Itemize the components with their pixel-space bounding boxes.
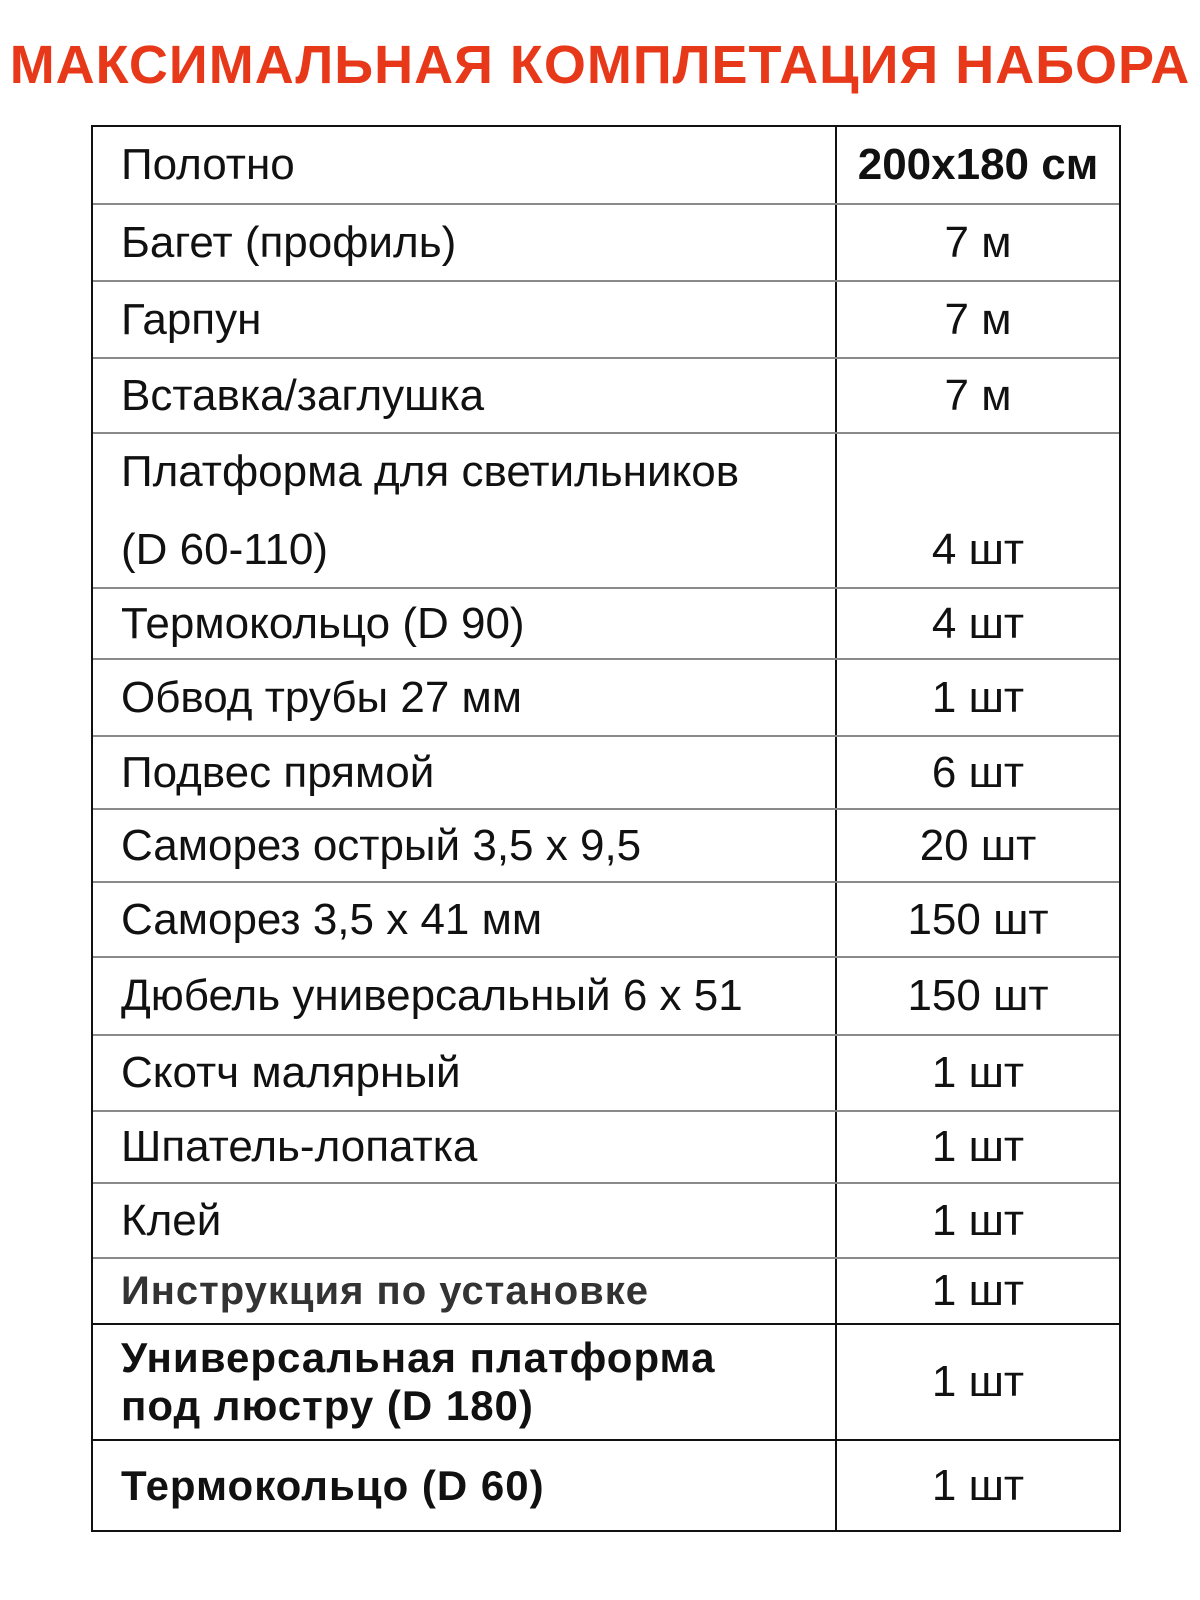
table-row [93,1323,1119,1439]
item-name: Скотч малярный [93,1036,837,1110]
table-row [93,956,1119,1034]
table-row [93,881,1119,956]
item-quantity: 1 шт [931,1460,1025,1510]
item-name: Инструкция по установке [93,1259,837,1323]
item-quantity: 1 шт [931,1195,1025,1245]
table-row [93,1182,1119,1257]
item-name: Термокольцо (D 90) [93,589,837,658]
table-row [93,203,1119,280]
item-name: Полотно [93,127,837,203]
kit-contents-table [91,125,1121,1532]
item-name [93,434,837,587]
item-quantity: 150 шт [907,971,1049,1020]
item-name: Обвод трубы 27 мм [93,660,837,735]
item-name-line: (D 60-110) [121,524,329,574]
item-quantity: 7 м [944,370,1012,420]
table-row [93,1034,1119,1110]
table-row [93,357,1119,432]
item-name: Дюбель универсальный 6 х 51 [93,958,837,1034]
item-name-line: под люстру (D 180) [121,1382,534,1429]
item-name: Саморез острый 3,5 х 9,5 [93,810,837,881]
item-quantity: 1 шт [931,672,1025,722]
item-quantity: 1 шт [931,1048,1025,1097]
item-quantity: 7 м [944,217,1012,267]
item-quantity: 4 шт [931,525,1025,574]
item-quantity: 200x180 см [857,140,1099,189]
table-row [93,1439,1119,1530]
item-quantity: 4 шт [931,598,1025,648]
item-quantity: 1 шт [931,1266,1025,1315]
table-row [93,735,1119,808]
item-name [93,1325,837,1439]
page-title: МАКСИМАЛЬНАЯ КОМПЛЕТАЦИЯ НАБОРА [9,35,1191,95]
table-row [93,432,1119,587]
item-name: Шпатель-лопатка [93,1112,837,1182]
item-name-line: Платформа для светильников [121,446,740,496]
item-quantity: 1 шт [931,1357,1025,1406]
table-row [93,587,1119,658]
item-quantity: 20 шт [919,820,1037,870]
item-name: Подвес прямой [93,737,837,808]
item-quantity: 7 м [944,294,1012,344]
item-name: Термокольцо (D 60) [93,1441,837,1530]
item-quantity: 1 шт [931,1122,1025,1171]
item-name: Багет (профиль) [93,205,837,280]
item-quantity: 6 шт [931,747,1025,797]
item-name-line: Универсальная платформа [121,1334,716,1381]
item-name: Гарпун [93,282,837,357]
table-row [93,1257,1119,1323]
table-row [93,1110,1119,1182]
item-name: Саморез 3,5 х 41 мм [93,883,837,956]
table-row [93,127,1119,203]
table-row [93,280,1119,357]
item-quantity: 150 шт [907,894,1049,944]
table-row [93,658,1119,735]
table-row [93,808,1119,881]
item-name: Клей [93,1184,837,1257]
item-name: Вставка/заглушка [93,359,837,432]
